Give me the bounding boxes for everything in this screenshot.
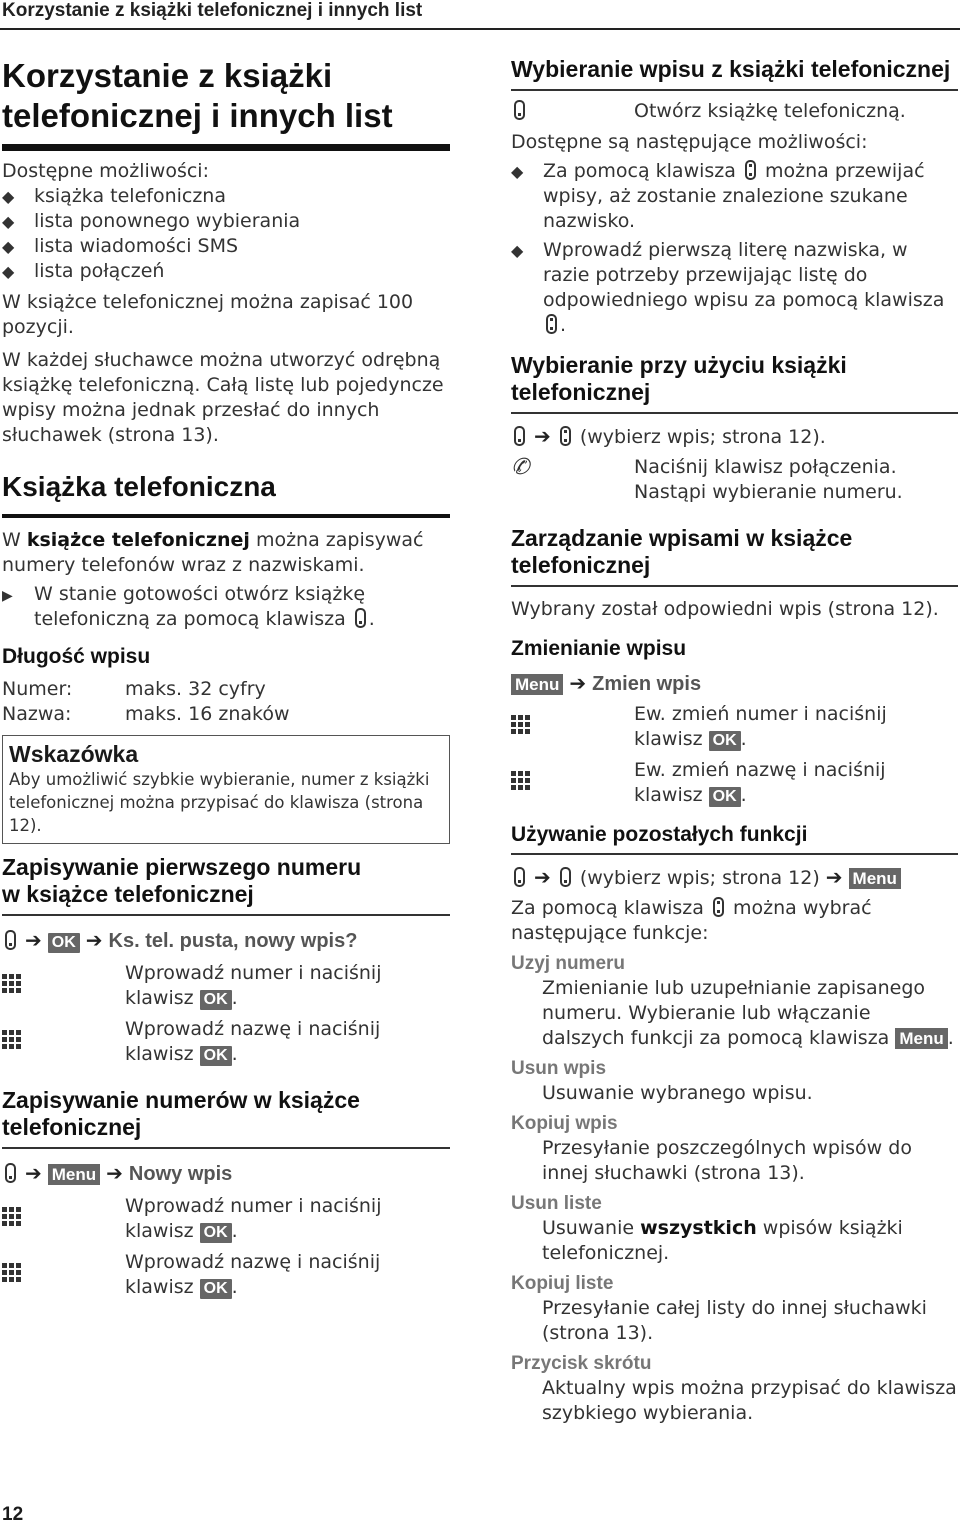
function-title: Przycisk skrótu [511,1353,652,1374]
nav-key-down-icon [514,867,525,887]
keypad-icon [511,715,530,734]
other-functions-path: ➔ (wybierz wpis; strona 12) ➔ Menu [511,863,958,892]
options-intro: Dostępne są następujące możliwości: [511,131,868,153]
section-rule [511,585,958,587]
arrow-right-icon: ➔ [106,1161,123,1185]
keypad-icon [2,1030,21,1049]
per-handset-text: W każdej słuchawce można utworzyć odrębną książkę telefoniczną. Całą listę lub pojedyncze wpisy można jednak przesłać do innych słuchawek (strona 13). [2,349,444,446]
page-title: Korzystanie z książki telefonicznej i innych list [2,57,393,134]
step-enter-name: Wprowadź nazwę i naciśnij klawisz OK . [2,1250,450,1300]
keypad-icon [2,1207,21,1226]
section-rule [511,412,958,414]
page-number: 12 [2,1504,24,1525]
section-rule [2,1147,450,1149]
header-rule [0,28,960,30]
right-column [511,56,958,1426]
function-body: Zmienianie lub uzupełnianie zapisanego numeru. Wybieranie lub włączanie dalszych funkcji za pomocą klawisza Menu . [542,977,954,1049]
arrow-right-icon: ➔ [25,928,42,952]
options-list [2,184,450,284]
function-body: Przesyłanie poszczególnych wpisów do innej słuchawki (strona 13). [542,1137,912,1184]
functions-list [511,952,958,1426]
step-edit-number: Ew. zmień numer i naciśnij klawisz OK . [511,702,958,752]
arrow-right-icon: ➔ [534,865,551,889]
table-row: Nazwa: maks. 16 znaków [2,703,290,725]
dial-entry-heading: Wybieranie wpisu z książki telefonicznej [511,56,951,82]
nav-key-updown-icon [546,314,557,334]
nav-key-down-icon [560,867,571,887]
triangle-right-icon: ▶ [2,588,13,604]
step-edit-name: Ew. zmień nazwę i naciśnij klawisz OK . [511,758,958,808]
running-header: Korzystanie z książki telefonicznej i innych list [2,0,423,21]
manage-intro: Wybrany został odpowiedni wpis (strona 12). [511,598,939,620]
edit-path [511,669,958,698]
edit-heading: Zmienianie wpisu [511,637,687,660]
step-open-phonebook: Otwórz książkę telefoniczną. [511,99,958,124]
ok-key: OK [709,787,741,807]
step-call: ✆ Naciśnij klawisz połączenia. Nastąpi wybieranie numeru. [511,455,903,503]
diamond-bullet-icon: ◆ [2,262,15,281]
diamond-bullet-icon: ◆ [2,237,15,256]
function-body: Usuwanie wszystkich wpisów książki telefonicznej. [542,1217,903,1264]
dial-using-heading: Wybieranie przy użyciu książki telefonicznej [511,352,847,405]
save-numbers-path [2,1159,450,1188]
diamond-bullet-icon: ◆ [511,241,524,260]
function-body: Aktualny wpis można przypisać do klawisza szybkiego wybierania. [542,1377,957,1424]
first-entry-heading: Zapisywanie pierwszego numeru w książce telefonicznej [2,854,362,907]
ok-key: OK [200,990,232,1010]
arrow-right-icon: ➔ [534,424,551,448]
options-intro: Dostępne możliwości: [2,160,209,182]
keypad-icon [2,1263,21,1282]
keypad-icon [511,771,530,790]
nav-key-updown-icon [713,897,724,917]
nav-key-down-icon [5,1163,16,1183]
list-item: ◆ książka telefoniczna [2,185,226,207]
nav-key-down-icon [514,100,525,120]
diamond-bullet-icon: ◆ [2,212,15,231]
length-table [2,677,450,727]
arrow-right-icon: ➔ [85,928,103,952]
step-enter-number: Wprowadź numer i naciśnij klawisz OK . [2,961,450,1011]
capacity-text: W książce telefonicznej można zapisać 100 pozycji. [2,291,414,338]
title-rule [2,144,450,151]
diamond-bullet-icon: ◆ [2,187,15,206]
function-title: Kopiuj wpis [511,1113,618,1134]
arrow-right-icon: ➔ [569,671,587,695]
nav-key-down-icon [5,930,16,950]
list-item: ◆ Wprowadź pierwszą literę nazwiska, w razie potrzeby przewijając listę do odpowiedniego wpisu za pomocą klawisza . [511,239,945,336]
function-title: Usun liste [511,1193,602,1214]
nav-key-updown-icon [560,426,571,446]
ok-key: OK [200,1046,232,1066]
list-item: ◆ lista połączeń [2,260,165,282]
ok-key: OK [200,1223,232,1243]
open-instruction: ▶ W stanie gotowości otwórz książkę telefoniczną za pomocą klawisza . [2,583,375,630]
left-column [2,40,450,1300]
arrow-right-icon: ➔ [25,1161,42,1185]
function-title: Kopiuj liste [511,1273,614,1294]
section-rule [511,89,958,91]
table-row: Numer: maks. 32 cyfry [2,678,266,700]
ok-key: OK [200,1279,232,1299]
step-enter-number: Wprowadź numer i naciśnij klawisz OK . [2,1194,450,1244]
diamond-bullet-icon: ◆ [511,162,524,181]
nav-key-down-icon [514,426,525,446]
menu-key: Menu [511,674,563,695]
phonebook-heading: Książka telefoniczna [2,471,276,502]
menu-key: Menu [895,1028,947,1049]
other-functions-heading: Używanie pozostałych funkcji [511,823,808,846]
menu-path-text: Ks. tel. pusta, nowy wpis? [108,930,358,952]
ok-key: OK [48,933,80,953]
function-title: Usun wpis [511,1058,607,1079]
length-heading: Długość wpisu [2,645,151,668]
list-item: ◆ lista wiadomości SMS [2,235,239,257]
keypad-icon [2,974,21,993]
step-enter-name: Wprowadź nazwę i naciśnij klawisz OK . [2,1017,450,1067]
menu-path-text: Zmien wpis [592,673,702,695]
note-title: Wskazówka [9,741,139,767]
nav-key-down-icon [355,608,366,628]
menu-key: Menu [849,868,901,889]
note-body: Aby umożliwić szybkie wybieranie, numer z książki telefonicznej można przypisać do klawisza (strona 12). [9,770,430,835]
other-functions-intro: Za pomocą klawisza można wybrać następujące funkcje: [511,897,872,944]
save-numbers-heading: Zapisywanie numerów w książce telefonicznej [2,1087,360,1140]
function-body: Usuwanie wybranego wpisu. [542,1082,813,1104]
list-item: ◆ Za pomocą klawisza można przewijać wpisy, aż zostanie znalezione szukane nazwisko. [511,160,925,232]
section-rule [2,514,450,518]
nav-key-updown-icon [745,160,756,180]
list-item: ◆ lista ponownego wybierania [2,210,301,232]
dial-using-path: ➔ (wybierz wpis; strona 12). [511,422,958,451]
note-box [2,735,450,844]
ok-key: OK [709,731,741,751]
manage-heading: Zarządzanie wpisami w książce telefonicznej [511,525,853,578]
section-rule [2,914,450,916]
call-key-icon: ✆ [511,455,530,480]
arrow-right-icon: ➔ [825,865,843,889]
menu-key: Menu [48,1164,100,1185]
menu-path-text: Nowy wpis [128,1163,233,1185]
function-body: Przesyłanie całej listy do innej słuchawki (strona 13). [542,1297,927,1344]
phonebook-intro: W książce telefonicznej można zapisywać numery telefonów wraz z nazwiskami. [2,529,424,576]
section-rule [511,853,958,855]
first-entry-path [2,926,450,955]
function-title: Uzyj numeru [511,953,626,974]
